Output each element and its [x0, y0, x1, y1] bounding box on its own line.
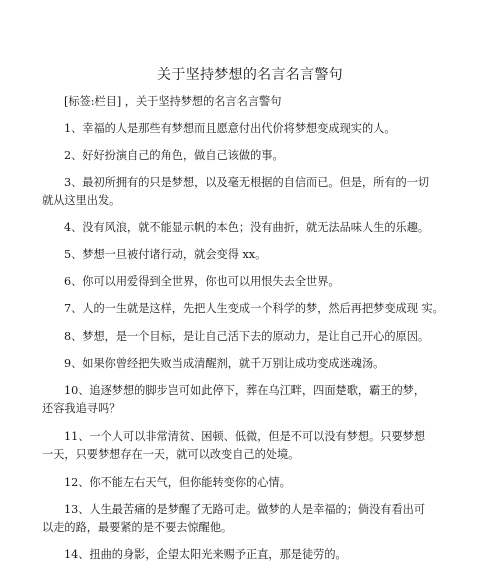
list-item: 7、人的一生就是这样，先把人生变成一个科学的梦，然后再把梦变成现 实。 — [64, 302, 444, 315]
list-item-continuation: 就从这里出发。 — [42, 194, 121, 207]
list-item: 2、好好扮演自己的角色，做自己该做的事。 — [64, 149, 284, 162]
list-item: 13、人生最苦痛的是梦醒了无路可走。做梦的人是幸福的；倘没有看出可 — [64, 503, 426, 516]
list-item: 5、梦想一旦被付诸行动，就会变得 xx。 — [64, 248, 267, 261]
list-item: 14、扭曲的身影，企望太阳光来赐予正直，那是徒劳的。 — [64, 548, 347, 561]
list-item-continuation: 还容我追寻吗？ — [42, 402, 121, 415]
list-item: 12、你不能左右天气，但你能转变你的心情。 — [64, 476, 291, 489]
list-item: 3、最初所拥有的只是梦想，以及毫无根据的自信而已。但是，所有的一切 — [64, 176, 430, 189]
list-item: 9、如果你曾经把失败当成清醒剂，就千万别让成功变成迷魂汤。 — [64, 357, 385, 370]
list-item: 4、没有风浪，就不能显示帆的本色；没有曲折，就无法品味人生的乐趣。 — [64, 221, 430, 234]
list-item: 6、你可以用爱得到全世界，你也可以用恨失去全世界。 — [64, 275, 340, 288]
tag-line: [标签:栏目] ，关于坚持梦想的名言名言警句 — [64, 95, 282, 108]
list-item: 1、幸福的人是那些有梦想而且愿意付出代价将梦想变成现实的人。 — [64, 122, 396, 135]
page-title: 关于坚持梦想的名言名言警句 — [157, 67, 343, 83]
list-item: 8、梦想，是一个目标，是让自己活下去的原动力，是让自己开心的原因。 — [64, 330, 430, 343]
list-item-continuation: 一天，只要梦想存在一天，就可以改变自己的处境。 — [42, 448, 300, 461]
list-item: 10、追逐梦想的脚步岂可如此停下，葬在乌江畔，四面楚歌，霸王的梦， — [64, 384, 426, 397]
list-item-continuation: 以走的路，最要紧的是不要去惊醒他。 — [42, 521, 233, 534]
list-item: 11、一个人可以非常清贫、困顿、低微，但是不可以没有梦想。只要梦想 — [64, 430, 426, 443]
